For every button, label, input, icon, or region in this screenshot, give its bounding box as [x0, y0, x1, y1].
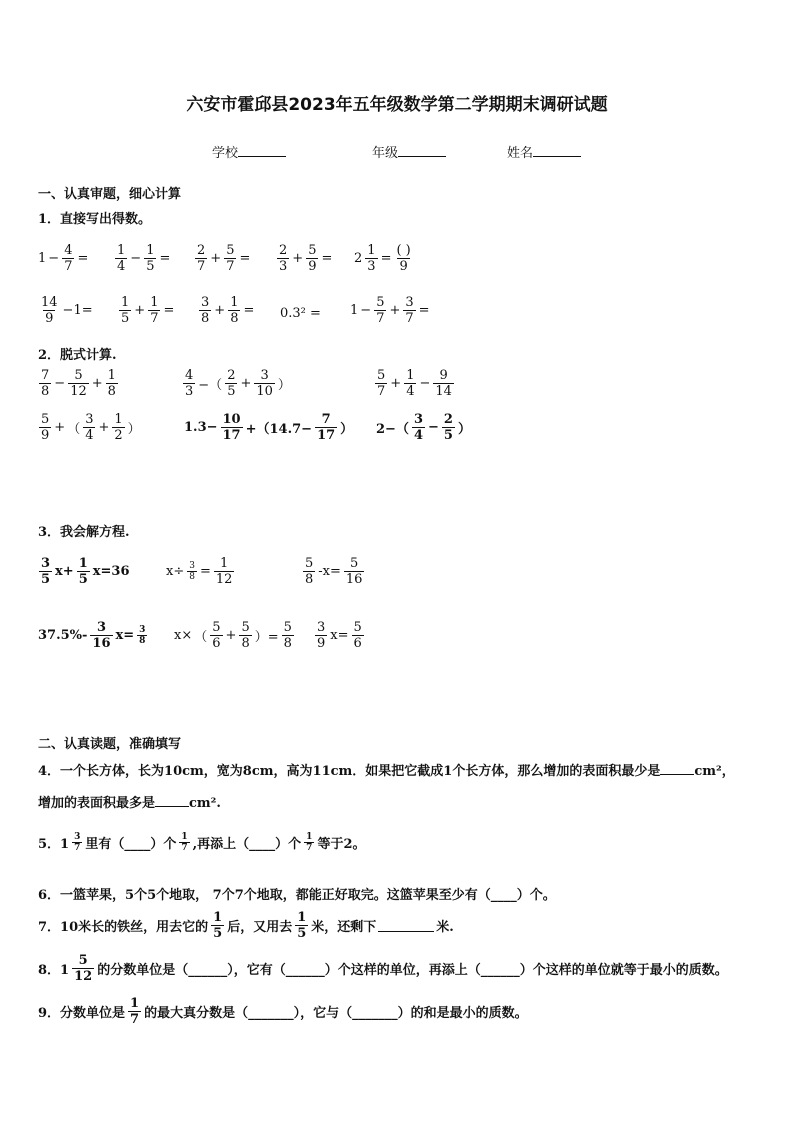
name-field[interactable]: 姓名 — [507, 142, 581, 161]
question-2: 2．脱式计算. — [38, 348, 117, 363]
q1-item-8: $\frac{3}{8}$ + $\frac{1}{8}$ = — [201, 295, 255, 326]
q1-item-9: 0.3² = — [280, 306, 321, 321]
q2-item-4: $\frac{5}{9}$ + （ $\frac{3}{4}$ + $\frac{1}{2}$ ） — [41, 412, 141, 443]
q2-item-2: $\frac{4}{3}$ −（ $\frac{2}{5}$ + $\frac{3}{10}$ ） — [185, 368, 291, 399]
question-4: 4．一个长方体，长为10cm，宽为8cm，高为11cm．如果把它截成1个长方体，那么增加的表面积最少是 cm²， — [38, 764, 735, 779]
question-8: 8．1 $\frac{5}{12}$ 的分数单位是（______），它有（______）个这样的单位，再添上（______）个这样的单位就等于最小的质数。 — [38, 953, 728, 984]
school-field[interactable]: 学校 — [212, 142, 286, 161]
question-1: 1．直接写出得数。 — [38, 212, 152, 227]
grade-field[interactable]: 年级 — [372, 142, 446, 161]
q3-equation-3: $\frac{5}{8}$ -x= $\frac{5}{16}$ — [305, 556, 363, 587]
question-4-cont: 增加的表面积最多是 cm². — [38, 796, 221, 811]
question-9: 9．分数单位是 $\frac{1}{7}$ 的最大真分数是（_______），它与（_______）的和是最小的质数。 — [38, 996, 528, 1027]
q2-item-5: 1.3− $\frac{10}{17}$ +（14.7− $\frac{7}{17}$ ） — [184, 412, 354, 443]
q1-item-1: 1 − $\frac{4}{7}$ = — [38, 243, 89, 274]
q2-item-3: $\frac{5}{7}$ + $\frac{1}{4}$ − $\frac{9}{14}$ — [377, 368, 452, 399]
q1-item-3: $\frac{2}{7}$ + $\frac{5}{7}$ = — [197, 243, 251, 274]
q1-item-4: $\frac{2}{3}$ + $\frac{5}{9}$ = — [279, 243, 333, 274]
q1-item-6: $\frac{14}{9}$ −1= — [41, 295, 93, 326]
question-5: 5．1 $\frac{3}{7}$ 里有（____）个 $\frac{1}{7}$ ,再添上（____）个 $\frac{1}{7}$ 等于2。 — [38, 832, 366, 853]
q2-item-6: 2−（ $\frac{3}{4}$ − $\frac{2}{5}$ ） — [376, 412, 471, 443]
q3-equation-6: $\frac{3}{9}$ x= $\frac{5}{6}$ — [317, 620, 362, 651]
section2-heading: 二、认真读题，准确填写 — [38, 737, 182, 752]
q3-equation-1: $\frac{3}{5}$ x+ $\frac{1}{5}$ x=36 — [41, 556, 130, 587]
question-3: 3．我会解方程. — [38, 525, 130, 540]
q3-equation-2: x÷ $\frac{3}{8}$ = $\frac{1}{12}$ — [166, 556, 233, 587]
q1-item-7: $\frac{1}{5}$ + $\frac{1}{7}$ = — [121, 295, 175, 326]
q2-item-1: $\frac{7}{8}$ − $\frac{5}{12}$ + $\frac{1}{8}$ — [41, 368, 116, 399]
question-6: 6．一篮苹果，5个5个地取， 7个7个地取，都能正好取完。这篮苹果至少有（____）个。 — [38, 888, 556, 903]
q1-item-5: 2 $\frac{1}{3}$ = $\frac{( )}{9}$ — [354, 243, 411, 274]
section1-heading: 一、认真审题，细心计算 — [38, 187, 182, 202]
q3-equation-5: x× （ $\frac{5}{6}$ + $\frac{5}{8}$ ）= $\frac{5}{8}$ — [174, 620, 292, 651]
q3-equation-4: 37.5%- $\frac{3}{16}$ x= $\frac{3}{8}$ — [38, 620, 146, 651]
question-7: 7．10米长的铁丝，用去它的 $\frac{1}{5}$ 后，又用去 $\frac{1}{5}$ 米，还剩下 米. — [38, 910, 454, 941]
q1-item-10: 1 − $\frac{5}{7}$ + $\frac{3}{7}$ = — [350, 295, 430, 326]
page-title: 六安市霍邱县2023年五年级数学第二学期期末调研试题 — [186, 95, 608, 115]
q1-item-2: $\frac{1}{4}$ − $\frac{1}{5}$ = — [117, 243, 171, 274]
